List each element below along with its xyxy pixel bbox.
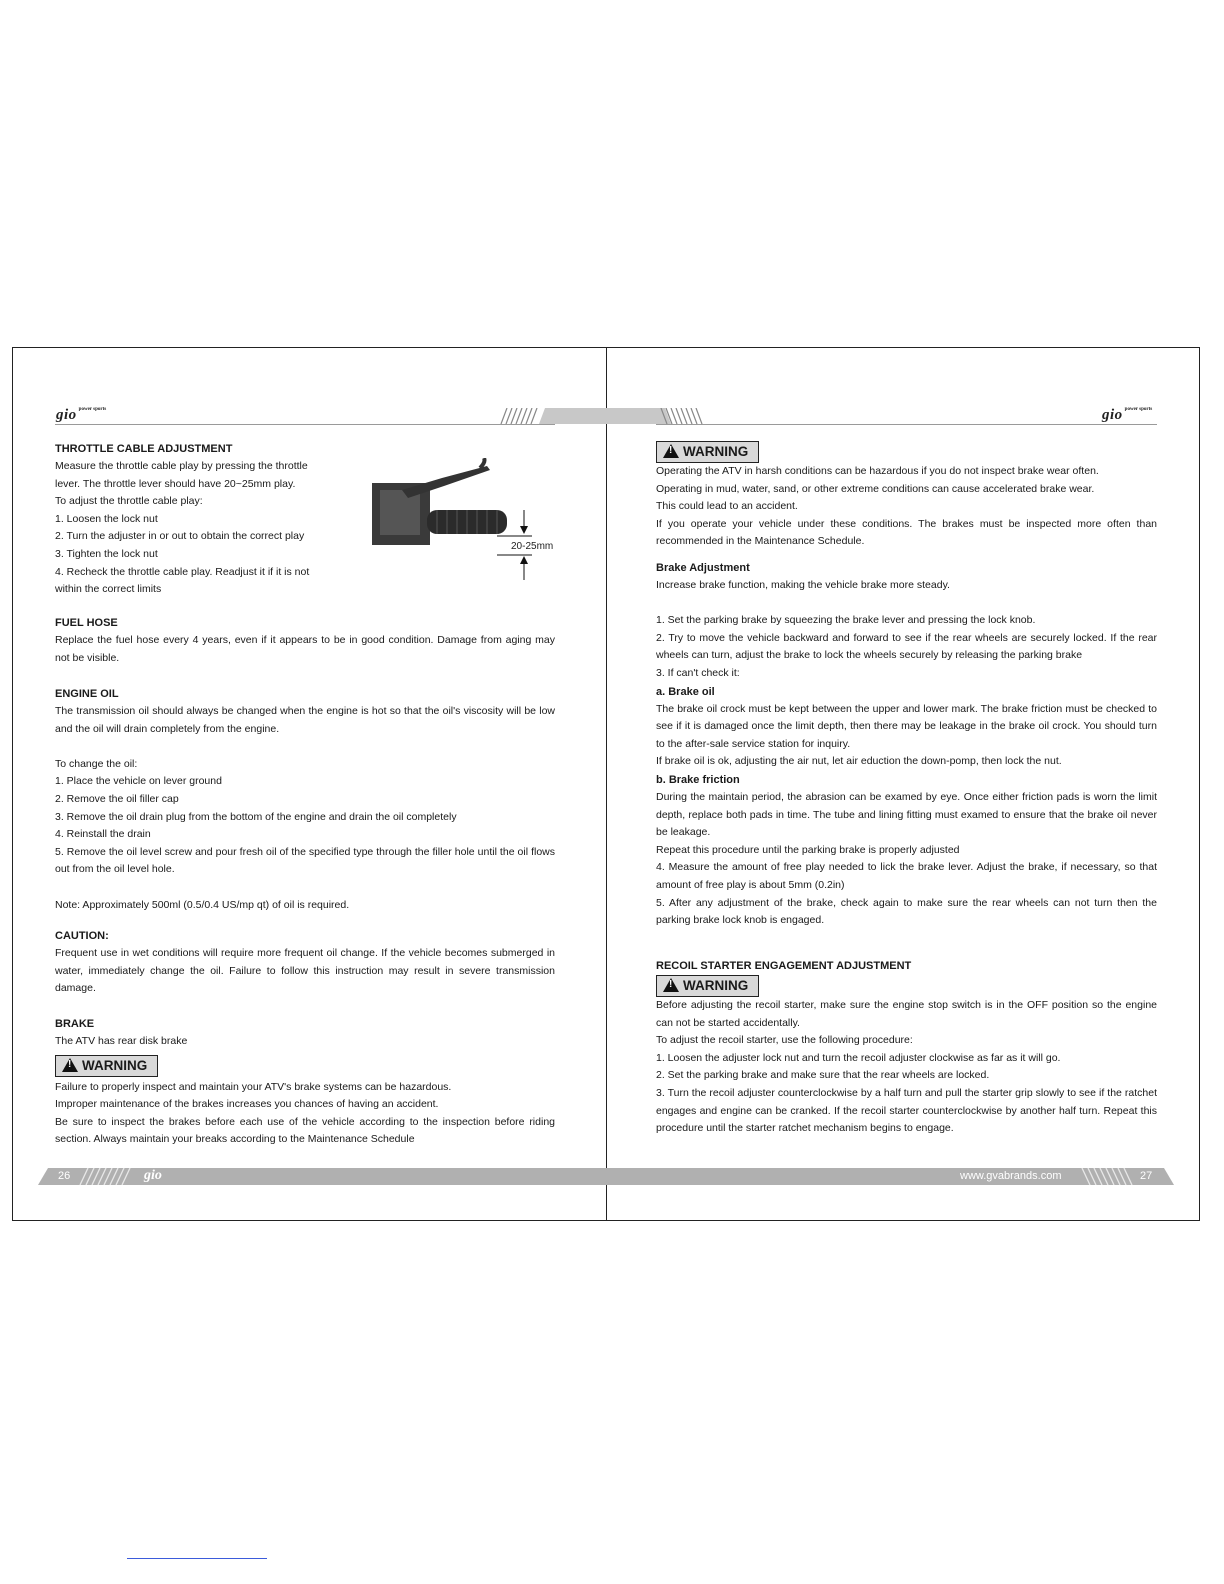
brake-adjustment-section bbox=[656, 559, 1157, 930]
oil-note: Note: Approximately 500ml (0.5/0.4 US/mp qt) of oil is required. bbox=[55, 898, 350, 911]
brake-friction-text: During the maintain period, the abrasion can be examed by eye. Once either friction pads is worn the limit depth, replace both pads in time. The tube and lining fitting must examed to ensure that the brake oil never be leakage. bbox=[656, 790, 1157, 839]
brake-oil-text: The brake oil crock must be kept between the upper and lower mark. The brake friction must be checked to see if it is damaged once the limit depth, then there may be leakage in the brake oil crock. You should turn to the after-sale service station for inquiry. bbox=[656, 702, 1157, 750]
brake-oil-text: If brake oil is ok, adjusting the air nut, let air eduction the down-pomp, then lock the nut. bbox=[656, 755, 1062, 768]
footer-url: www.gvabrands.com bbox=[960, 1170, 1062, 1182]
throttle-line: 2. Turn the adjuster in or out to obtain the correct play bbox=[55, 530, 305, 543]
oil-step: 2. Remove the oil filler cap bbox=[55, 792, 179, 805]
brake-title: BRAKE bbox=[55, 1018, 95, 1030]
warning-line: This could lead to an accident. bbox=[656, 500, 798, 513]
brake-warning-badge: !WARNING bbox=[55, 1055, 158, 1077]
header-rule-left bbox=[55, 424, 555, 425]
recoil-step: 1. Loosen the adjuster lock nut and turn the recoil adjuster clockwise as far as it will go. bbox=[656, 1051, 1061, 1064]
brake-warning-line: Improper maintenance of the brakes increases you chances of having an accident. bbox=[55, 1098, 439, 1111]
fuel-hose-text: Replace the fuel hose every 4 years, even if it appears to be in good condition. Damage from aging may not be visible. bbox=[55, 634, 555, 664]
oil-step: 5. Remove the oil level screw and pour fresh oil of the specified type through the filler hole until the oil flows out from the oil level hole. bbox=[55, 845, 555, 876]
brake-oil-title: a. Brake oil bbox=[656, 685, 715, 698]
throttle-lever-figure bbox=[372, 458, 562, 583]
warning-icon bbox=[62, 1058, 78, 1072]
throttle-line: Measure the throttle cable play by pressing the throttle bbox=[55, 460, 308, 472]
fuel-hose-title: FUEL HOSE bbox=[55, 617, 118, 629]
fuel-hose-section bbox=[55, 614, 555, 667]
recoil-text: Before adjusting the recoil starter, make sure the engine stop switch is in the OFF position so the engine can not be started accidentally. bbox=[656, 999, 1157, 1029]
recoil-title: RECOIL STARTER ENGAGEMENT ADJUSTMENT bbox=[656, 960, 912, 972]
brake-text: The ATV has rear disk brake bbox=[55, 1035, 188, 1047]
engine-oil-text: The transmission oil should always be changed when the engine is hot so that the oil's viscosity will be low and the oil will drain completely from the engine. bbox=[55, 705, 555, 735]
warning-badge: !WARNING bbox=[656, 441, 759, 463]
oil-step: 4. Reinstall the drain bbox=[55, 828, 151, 841]
header-rule-right bbox=[656, 424, 1157, 425]
caution-section bbox=[55, 927, 555, 998]
warning-line: Operating the ATV in harsh conditions can be hazardous if you do not inspect brake wear often. bbox=[656, 465, 1099, 477]
oil-change-intro: To change the oil: bbox=[55, 757, 138, 770]
brand-logo-right: gio $^{power sports}$ bbox=[1102, 407, 1153, 423]
caution-text: Frequent use in wet conditions will require more frequent oil change. If the vehicle becomes submerged in water, immediately change the oil. Failure to follow this instruction may result in severe transmission damage. bbox=[55, 947, 555, 995]
brake-section bbox=[55, 1015, 555, 1149]
warning-line: If you operate your vehicle under these conditions. The brakes must be inspected more often than recommended in the Maintenance Schedule. bbox=[656, 517, 1157, 548]
throttle-line: 1. Loosen the lock nut bbox=[55, 512, 158, 525]
caution-title: CAUTION: bbox=[55, 930, 109, 942]
brake-step: 3. If can't check it: bbox=[656, 666, 740, 679]
warning-1-section bbox=[656, 441, 1157, 551]
header-stripe-band bbox=[495, 408, 717, 424]
brake-friction-title: b. Brake friction bbox=[656, 773, 740, 786]
throttle-section bbox=[55, 440, 365, 599]
brake-step: 1. Set the parking brake by squeezing the brake lever and pressing the lock knob. bbox=[656, 614, 1036, 627]
page-number-right: 27 bbox=[1140, 1170, 1153, 1182]
brake-friction-text: Repeat this procedure until the parking brake is properly adjusted bbox=[656, 843, 960, 856]
brake-warning-line: Be sure to inspect the brakes before each use of the vehicle according to the inspection before riding section. Always maintain your breaks according to the Maintenance Schedule bbox=[55, 1115, 555, 1146]
throttle-line: To adjust the throttle cable play: bbox=[55, 495, 203, 508]
footer-logo: gio bbox=[144, 1168, 162, 1183]
throttle-title: THROTTLE CABLE ADJUSTMENT bbox=[55, 443, 233, 455]
oil-step: 1. Place the vehicle on lever ground bbox=[55, 775, 222, 788]
brake-step: 2. Try to move the vehicle backward and forward to see if the rear wheels are securely locked. If the rear wheels can turn, adjust the brake to lock the wheels securely by releasing the parking brake bbox=[656, 631, 1157, 662]
warning-icon bbox=[663, 978, 679, 992]
brake-warning-line: Failure to properly inspect and maintain your ATV's brake systems can be hazardous. bbox=[55, 1080, 452, 1093]
warning-icon bbox=[663, 444, 679, 458]
engine-oil-section bbox=[55, 685, 555, 914]
recoil-intro: To adjust the recoil starter, use the following procedure: bbox=[656, 1034, 913, 1047]
throttle-line: 3. Tighten the lock nut bbox=[55, 547, 158, 560]
throttle-line: within the correct limits bbox=[55, 583, 162, 596]
brake-adjustment-text: Increase brake function, making the vehicle brake more steady. bbox=[656, 579, 950, 591]
oil-step: 3. Remove the oil drain plug from the bottom of the engine and drain the oil completely bbox=[55, 810, 457, 823]
recoil-warning-badge: !WARNING bbox=[656, 975, 759, 997]
page-divider bbox=[606, 347, 607, 1221]
brake-step: 4. Measure the amount of free play needed to lick the brake lever. Adjust the brake, if necessary, so that amount of free play is about 5mm (0.2in) bbox=[656, 861, 1157, 891]
brake-step: 5. After any adjustment of the brake, check again to make sure the rear wheels can not turn then the parking brake lock knob is engaged. bbox=[656, 896, 1157, 927]
throttle-play-label: 20-25mm bbox=[511, 541, 554, 552]
brand-logo-left: gio $^{power sports}$ bbox=[56, 407, 107, 423]
recoil-section bbox=[656, 957, 1157, 1138]
warning-line: Operating in mud, water, sand, or other extreme conditions can cause accelerated brake wear. bbox=[656, 482, 1095, 495]
engine-oil-title: ENGINE OIL bbox=[55, 688, 119, 700]
page-number-left: 26 bbox=[58, 1170, 71, 1182]
brake-adjustment-title: Brake Adjustment bbox=[656, 562, 750, 574]
recoil-step: 3. Turn the recoil adjuster counterclockwise by a half turn and pull the starter grip slowly to see if the ratchet engages and engine can be cranked. If the recoil starter counterclockwise by another half turn. Repeat this procedure until the starter ratchet mechanism begins to engage. bbox=[656, 1086, 1157, 1135]
throttle-line: lever. The throttle lever should have 20~25mm play. bbox=[55, 477, 296, 490]
bottom-link-underline bbox=[127, 1558, 267, 1559]
recoil-step: 2. Set the parking brake and make sure that the rear wheels are locked. bbox=[656, 1069, 990, 1082]
throttle-line: 4. Recheck the throttle cable play. Readjust it if it is not bbox=[55, 565, 310, 578]
